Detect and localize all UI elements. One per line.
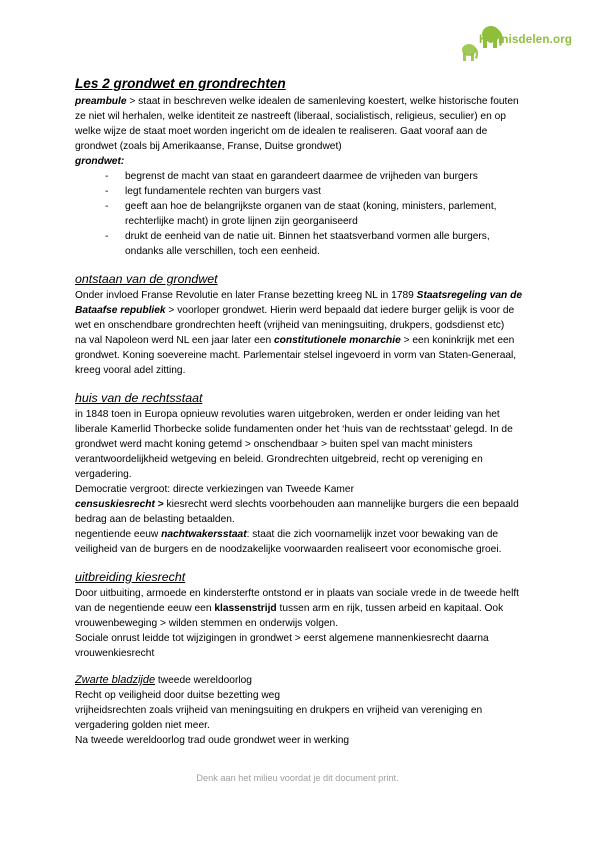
heading-rest: tweede wereldoorlog: [155, 675, 252, 686]
paragraph: [75, 527, 530, 557]
text: > een koninkrijk met een grondwet. Koning soevereine macht. Parlementair stelsel ingevoerd in vorm van Staten-Generaal, kreeg vooral adel zitting.: [75, 335, 517, 376]
paragraph: [75, 288, 530, 333]
paragraph: [75, 497, 530, 527]
paragraph: Recht op veiligheid door duitse bezetting weg: [75, 690, 281, 701]
paragraph: [75, 586, 530, 631]
paragraph: Sociale onrust leidde tot wijzigingen in grondwet > eerst algemene mannenkiesrecht daarna vrouwenkiesrecht: [75, 633, 489, 659]
text: > voorloper grondwet. Hierin werd bepaald dat iedere burger gelijk is voor de wet en onschendbare grondrechten heeft (vrijheid van meningsuiting, drukpers, godsdienst etc): [75, 305, 515, 331]
list-item: - begrenst de macht van staat en garandeert daarmee de vrijheden van burgers: [107, 169, 530, 184]
document-body: [75, 75, 530, 748]
heading-zwarte-bladzijde: [75, 673, 530, 688]
term-nachtwakersstaat: nachtwakersstaat: [161, 529, 247, 540]
text: negentiende eeuw: [75, 529, 162, 540]
text: tussen arm en rijk, tussen arbeid en kapitaal. Ook vrouwenbeweging > wilden stemmen en onderwijs volgen.: [75, 603, 504, 629]
term-klassenstrijd: klassenstrijd: [214, 603, 277, 614]
heading-uitbreiding-kiesrecht: uitbreiding kiesrecht: [75, 570, 186, 584]
brand-logo: [455, 20, 580, 60]
paragraph: in 1848 toen in Europa opnieuw revoluties waren uitgebroken, werden er onder leiding van het liberale Kamerlid Thorbecke solide fundamenten onder het ‘huis van de rechtsstaat’ gelegd. In de grondwet werd macht koning getemd > onschendbaar > buiten spel van macht ministers verantwoordelijkheid wetgeving en beleid. Grondrechten uitgebreid, recht op vereniging en vergadering.: [75, 409, 513, 480]
list-item: - legt fundamentele rechten van burgers vast: [107, 184, 530, 199]
grondwet-list: [75, 169, 530, 259]
term-censuskiesrecht: censuskiesrecht >: [75, 499, 164, 510]
paragraph: [75, 333, 530, 378]
preambule-text: > staat in beschreven welke idealen de samenleving koestert, welke historische fouten ze niet wil herhalen, welke identiteit ze nastreeft (liberaal, socialistisch, religieus, seculier) en op welke wijze de staat moet worden ingericht om de idealen te realiseren. Gaat vooraf aan de grondwet (zoals bij Amerikaanse, Franse, Duitse grondwet): [75, 96, 519, 152]
text: : staat die zich voornamelijk inzet voor bewaking van de veiligheid van de burgers en de noodzakelijke voorwaarden realiseert voor economische groei.: [75, 529, 502, 555]
text: kiesrecht werd slechts voorbehouden aan mannelijke burgers die een bepaald bedrag aan de belasting betaalden.: [75, 499, 519, 525]
paragraph: vrijheidsrechten zoals vrijheid van meningsuiting en drukpers en vrijheid van vereniging en vergadering golden niet meer.: [75, 705, 483, 731]
text: Onder invloed Franse Revolutie en later Franse bezetting kreeg NL in 1789: [75, 290, 417, 301]
heading-underlined: Zwarte bladzijde: [75, 674, 156, 686]
heading-huis-rechtsstaat: huis van de rechtsstaat: [75, 391, 203, 405]
paragraph: Na tweede wereldoorlog trad oude grondwet weer in werking: [75, 735, 350, 746]
paragraph: Democratie vergroot: directe verkiezingen van Tweede Kamer: [75, 484, 354, 495]
term-staatsregeling: Staatsregeling van de Bataafse republiek: [75, 290, 522, 316]
term-constitutionele-monarchie: constitutionele monarchie: [273, 335, 401, 346]
document-title: Les 2 grondwet en grondrechten: [75, 76, 286, 91]
logo-text: Kennisdelen.org: [479, 34, 573, 46]
text: Door uitbuiting, armoede en kindersterfte ontstond er in plaats van sociale vrede in de tweede helft van de negentiende eeuw een: [75, 588, 519, 614]
page-footer: Denk aan het milieu voordat je dit document print.: [196, 773, 399, 783]
term-preambule: preambule: [75, 96, 127, 107]
preambule-paragraph: [75, 94, 530, 154]
list-item: - drukt de eenheid van de natie uit. Binnen het staatsverband vormen alle burgers, ondanks alle verschillen, toch een eenheid.: [107, 229, 530, 259]
term-grondwet: grondwet:: [75, 156, 125, 167]
list-item: - geeft aan hoe de belangrijkste organen van de staat (koning, ministers, parlement, rechterlijke macht) in grote lijnen zijn georganiseerd: [107, 199, 530, 229]
heading-ontstaan: ontstaan van de grondwet: [75, 272, 218, 286]
text: na val Napoleon werd NL een jaar later een: [75, 335, 274, 346]
